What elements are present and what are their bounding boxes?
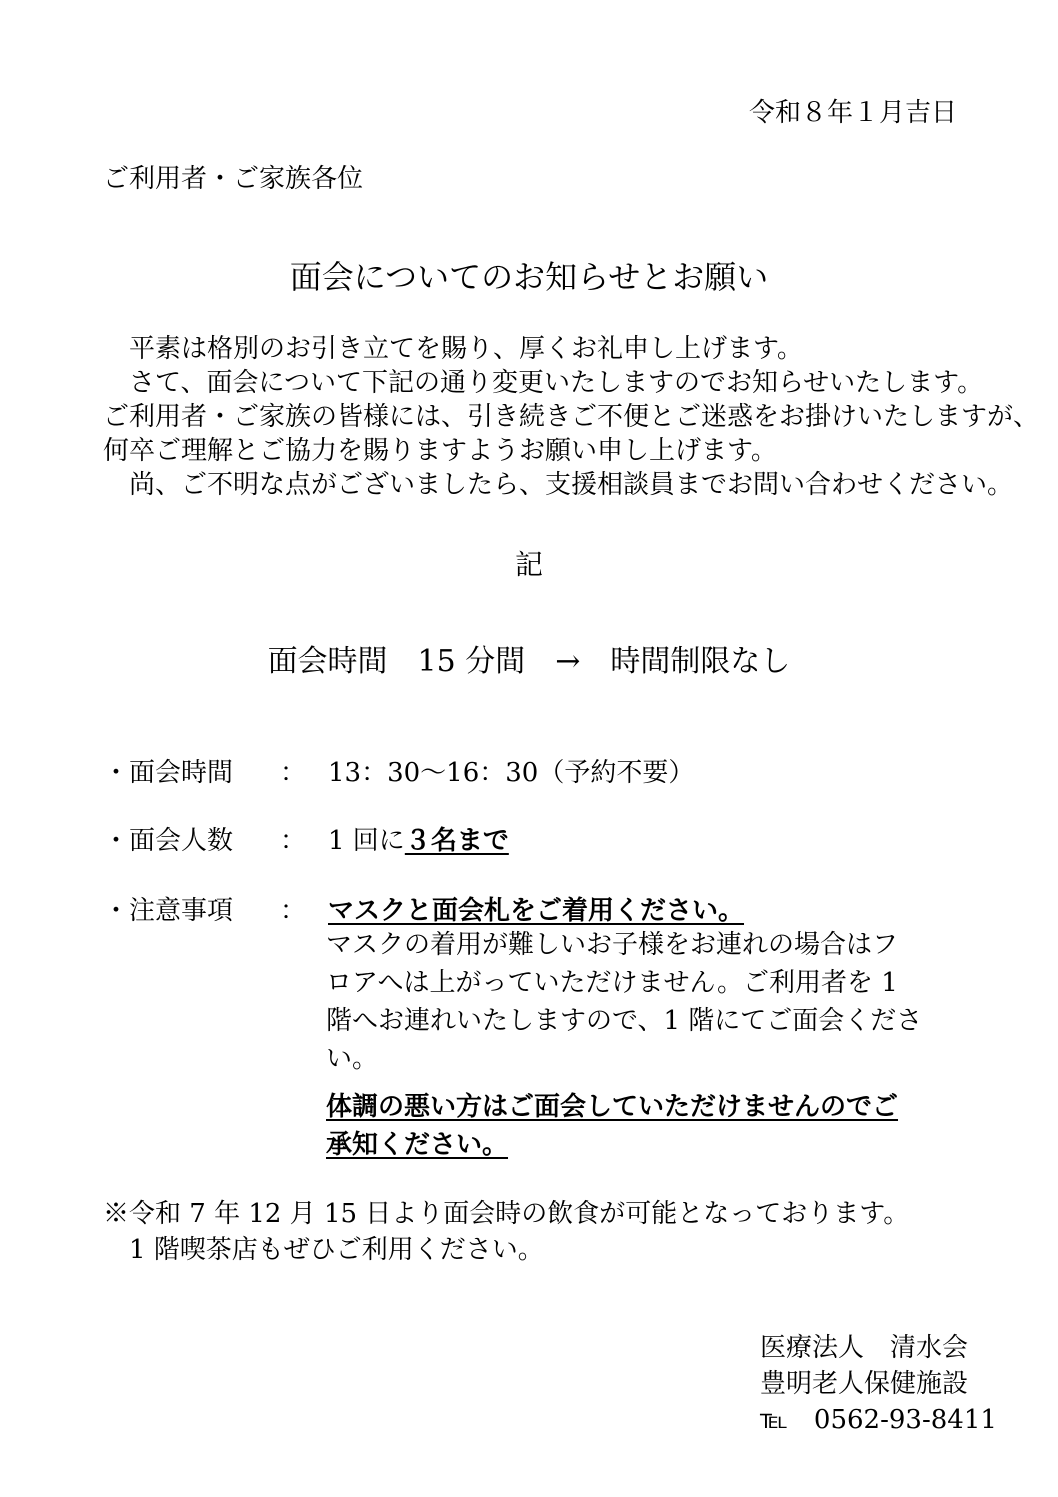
- notes-text: [326, 926, 966, 1078]
- ki-heading: 記: [514, 548, 543, 581]
- item-label-people: ・面会人数: [103, 826, 234, 856]
- notes-line: ロアへは上がっていただけません。ご利用者を 1: [326, 968, 898, 998]
- footnote-line: ※令和 7 年 12 月 15 日より面会時の飲食が可能となっております。: [103, 1199, 910, 1229]
- footnote-line: 1 階喫茶店もぜひご利用ください。: [103, 1235, 544, 1265]
- body-paragraph: [103, 332, 1040, 502]
- item-value-time: 13：30～16：30（予約不要）: [328, 758, 695, 788]
- people-limit-emphasis: ３名まで: [404, 826, 509, 856]
- issue-date: 令和８年１月吉日: [748, 98, 957, 128]
- notes-heading: マスクと面会札をご着用ください。: [328, 896, 745, 926]
- item-value-people: [328, 820, 509, 857]
- caution-line: 体調の悪い方はご面会していただけませんのでご: [326, 1092, 899, 1122]
- item-colon: ：: [280, 896, 307, 926]
- item-colon: ：: [280, 826, 307, 856]
- item-label-notes: ・注意事項: [103, 896, 234, 926]
- signature-tel: ℡ 0562-93-8411: [760, 1405, 997, 1435]
- body-line: 何卒ご理解とご協力を賜りますようお願い申し上げます。: [103, 436, 777, 466]
- addressee: ご利用者・ご家族各位: [103, 164, 364, 194]
- change-summary: 面会時間 15 分間 → 時間制限なし: [267, 644, 791, 679]
- body-line: ご利用者・ご家族の皆様には、引き続きご不便とご迷惑をお掛けいたしますが、: [103, 402, 1040, 432]
- item-label-time: ・面会時間: [103, 758, 234, 788]
- item-colon: ：: [280, 758, 307, 788]
- signature-block: [760, 1330, 997, 1438]
- body-line: さて、面会について下記の通り変更いたしますのでお知らせいたします。: [103, 368, 984, 398]
- people-prefix: 1 回に: [328, 826, 405, 856]
- notes-line: マスクの着用が難しいお子様をお連れの場合はフ: [326, 930, 899, 960]
- health-caution: [326, 1088, 898, 1164]
- signature-org: 医療法人 清水会: [760, 1333, 969, 1363]
- document-title: 面会についてのお知らせとお願い: [289, 258, 769, 296]
- signature-facility: 豊明老人保健施設: [760, 1369, 969, 1399]
- footnote: [103, 1196, 909, 1268]
- body-line: 平素は格別のお引き立てを賜り、厚くお礼申し上げます。: [103, 334, 803, 364]
- notes-line: 階へお連れいたしますので、1 階にてご面会くださ: [326, 1006, 923, 1036]
- caution-line: 承知ください。: [326, 1130, 509, 1160]
- body-line: 尚、ご不明な点がございましたら、支援相談員までお問い合わせください。: [103, 470, 1014, 500]
- notes-line: い。: [326, 1044, 379, 1074]
